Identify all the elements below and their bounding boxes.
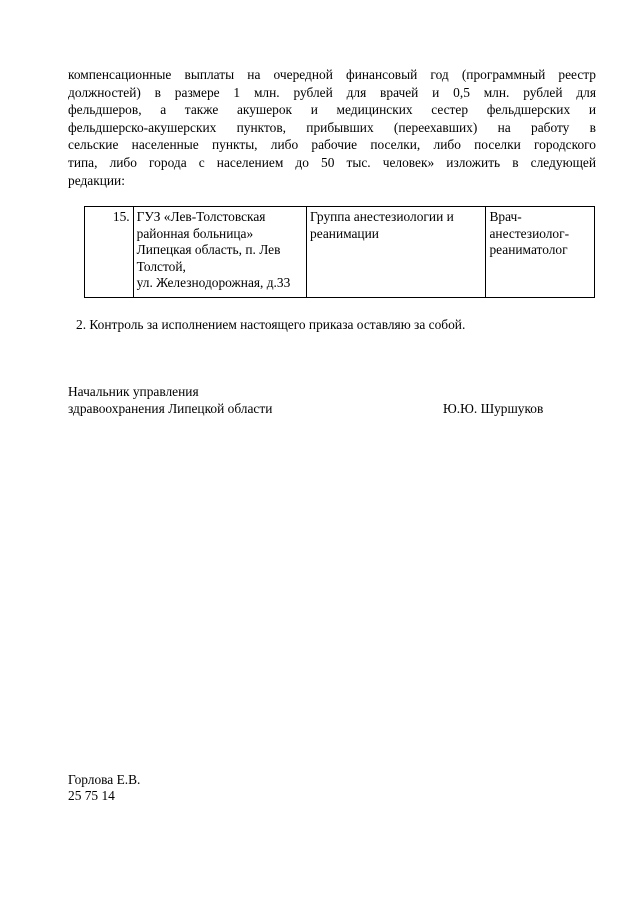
organization-line: ул. Железнодорожная, д.33 bbox=[136, 275, 291, 290]
paragraph-line: сельские населенные пункты, либо рабочие поселки, либо поселки городского bbox=[68, 137, 596, 153]
organization-line: ГУЗ «Лев-Толстовская bbox=[136, 209, 266, 224]
organization-line: Липецкая область, п. Лев bbox=[136, 242, 281, 257]
row-number: 15. bbox=[85, 207, 134, 298]
executor-info bbox=[68, 772, 140, 804]
executor-name: Горлова Е.В. bbox=[68, 772, 141, 787]
control-clause: 2. Контроль за исполнением настоящего приказа оставляю за собой. bbox=[76, 317, 466, 332]
organization-cell bbox=[133, 207, 306, 298]
signatory-title-line: Начальник управления bbox=[68, 384, 199, 399]
signatory-title bbox=[68, 383, 272, 417]
department-cell: Группа анестезиологии и реанимации bbox=[307, 207, 486, 298]
positions-table bbox=[84, 206, 595, 298]
organization-line: Толстой, bbox=[136, 258, 186, 274]
paragraph-line: должностей) в размере 1 млн. рублей для врачей и 0,5 млн. рублей для bbox=[68, 84, 596, 100]
signatory-name: Ю.Ю. Шуршуков bbox=[443, 401, 544, 416]
order-paragraph bbox=[68, 66, 596, 189]
position-cell: Врач-анестезиолог-реаниматолог bbox=[486, 207, 595, 298]
table-row bbox=[85, 207, 595, 298]
paragraph-line: компенсационные выплаты на очередной финансовый год (программный реестр bbox=[68, 67, 596, 82]
paragraph-line: фельдшерско-акушерских пунктов, прибывших (переехавших) на работу в bbox=[68, 119, 596, 135]
paragraph-line: типа, либо города с населением до 50 тыс. человек» изложить в следующей bbox=[68, 154, 596, 170]
executor-phone: 25 75 14 bbox=[68, 788, 115, 803]
paragraph-line: редакции: bbox=[68, 172, 125, 188]
organization-line: районная больница» bbox=[136, 225, 254, 241]
signatory-title-line: здравоохранения Липецкой области bbox=[68, 401, 273, 416]
paragraph-line: фельдшеров, а также акушерок и медицинских сестер фельдшерских и bbox=[68, 102, 596, 118]
